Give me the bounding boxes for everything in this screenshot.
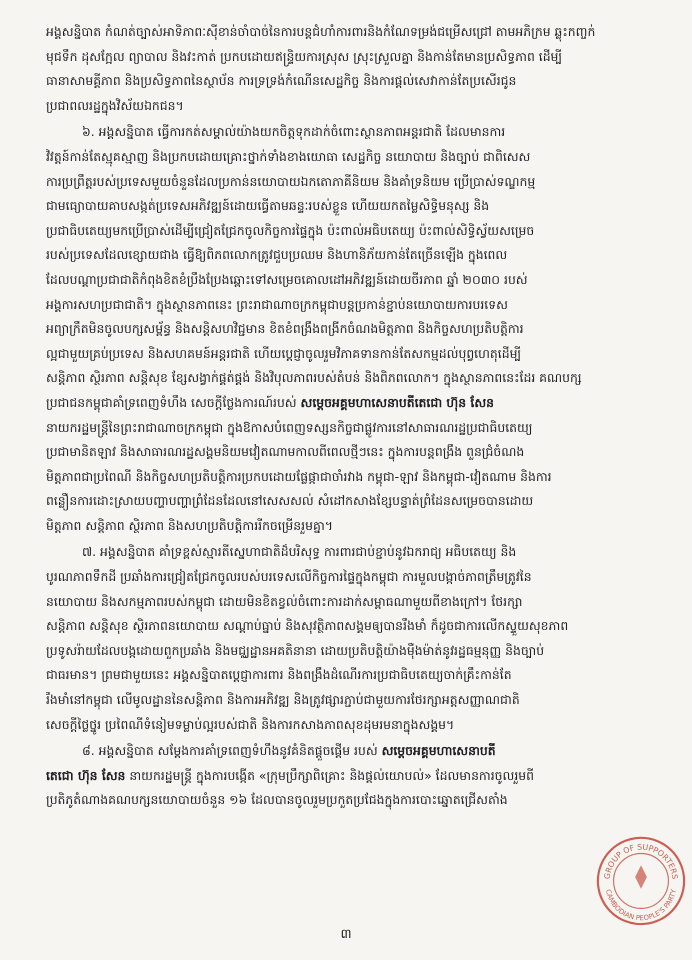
text-line-content: ប្រតិភូតំណាងគណបក្សនយោបាយចំនួន ១៦ ដែលបានចូលរួមប្រកួតប្រជែងក្នុងការបោះឆ្នោតជ្រើសតាំង [46, 792, 508, 808]
text-line [46, 663, 662, 688]
bold-name: សម្តេចអគ្គមហាសេនាបតីតេជោ ហ៊ុន សែន [300, 394, 495, 410]
text-line-content: អព្យាក្រឹតមិនចូលបក្សសម្ព័ន្ធ និងសន្តិសហវិជ្ជមាន ខិតខំពង្រឹងពង្រីកចំណងមិត្តភាព និងកិច្ចសហប្រតិបត្តិការ [46, 321, 524, 337]
text-line-content: ជាមធ្យោបាយគាបសង្កត់ប្រទេសអភិវឌ្ឍន៍ដោយធ្វើតាមឆន្ទៈរបស់ខ្លួន ហើយយកតម្លៃសិទ្ធិមនុស្ស និង [46, 198, 490, 214]
text-line-continuation: នាយករដ្ឋមន្ត្រី ក្នុងការបង្កើត «ក្រុមប្រឹក្សាពិគ្រោះ និងផ្តល់យោបល់» ដែលមានការចូលរួមពី [125, 767, 534, 783]
party-seal-stamp [592, 830, 690, 928]
text-line-content: ៨. អង្គសន្និបាត សម្តែងការគាំទ្រពេញទំហឹងនូវគំនិតផ្តួចផ្តើម របស់ [82, 743, 382, 759]
text-line-content: ប្រជាជនកម្ពុជាគាំទ្រពេញទំហឹង សេចក្តីថ្លែងការណ៍របស់ [46, 394, 301, 410]
text-line [46, 120, 662, 145]
text-line [46, 293, 662, 318]
text-line [46, 317, 662, 342]
text-line [46, 219, 662, 244]
text-line [46, 764, 662, 789]
text-line-content: ប្រជាពលរដ្ឋក្នុងវិស័យឯកជន។ [46, 97, 184, 113]
text-line [46, 465, 662, 490]
text-line [46, 614, 662, 639]
text-line [46, 145, 662, 170]
text-line-content: ជាធរមាន។ ព្រមជាមួយនេះ អង្គសន្និបាតប្តេជ្ញាការពារ និងពង្រឹងដំណើរការប្រជាធិបតេយ្យចាក់គ្រឹះកាន់តែ [46, 667, 512, 683]
bold-name: សម្តេចអគ្គមហាសេនាបតី [381, 743, 496, 759]
text-line [46, 688, 662, 713]
text-line-content: មិត្តភាពជាប្រពៃណី និងកិច្ចសហប្រតិបត្តិការប្រកបដោយផ្លែផ្កាជាចាំរវាង កម្ពុជា-ឡាវ និងកម្ពុជា-វៀតណាម និងការ [46, 468, 552, 484]
text-line [46, 489, 662, 514]
text-line [46, 739, 662, 764]
text-line [46, 194, 662, 219]
text-line-content: ការប្រព្រឹត្តរបស់ប្រទេសមួយចំនួនដែលប្រកាន់នយោបាយឯកតោភាគីនិយម និងគាំទ្រនិយម ប្រើប្រាស់ទណ្ឌកម្ម [46, 173, 536, 189]
text-line-content: មុជទឹក ដុសក្អែល ព្យាបាល និងវះកាត់ ប្រកបដោយឥន្ទ្រិយការស្រុស ស្រុះស្រួលគ្នា និងកាន់តែមានប្រសិទ្ធភាព ដើម្បី [46, 48, 563, 64]
text-line-content: របស់ប្រទេសដែលខ្សោយជាង ធ្វើឱ្យពិភពលោកត្រូវជួបប្រឈម និងហានិភ័យកាន់តែច្រើនឡើង ក្នុងពេល [46, 247, 508, 263]
text-line [46, 639, 662, 664]
text-line-content: ប្រទូសរ៉ាយដែលបង្កដោយពួកប្រឆាំង និងមជ្ឈដ្ឋានអគតិនានា ដោយប្រតិបត្តិយ៉ាងម៉ឺងម៉ាត់នូវរដ្ឋធម្មនុញ្ញ និងច្បាប់ [46, 642, 545, 658]
text-line [46, 590, 662, 615]
text-line [46, 69, 662, 94]
text-line [46, 540, 662, 565]
text-line-content: ៧. អង្គសន្និបាត គាំទ្រខ្ពស់ស្មារតីស្នេហាជាតិដ៏បរិសុទ្ធ ការពារជាប់ខ្ជាប់នូវឯករាជ្យ អធិបតេយ្យ និង [82, 544, 517, 560]
text-line-content: វិវត្តន៍កាន់តែស្មុគស្មាញ និងប្រកបដោយគ្រោះថ្នាក់ទាំងខាងយោធា សេដ្ឋកិច្ច នយោបាយ និងច្បាប់ ជាពិសេស [46, 148, 531, 164]
text-line [46, 391, 662, 416]
svg-text:CAMBODIAN PEOPLE'S PARTY: CAMBODIAN PEOPLE'S PARTY [604, 888, 678, 923]
text-line [46, 565, 662, 590]
text-line [46, 243, 662, 268]
text-line [46, 713, 662, 738]
text-line-content: អង្គការសហប្រជាជាតិ។ ក្នុងស្ថានភាពនេះ ព្រះរាជាណាចក្រកម្ពុជាបន្តប្រកាន់ខ្ជាប់នយោបាយការបរទេស [46, 296, 508, 312]
text-line-content: ល្អជាមួយគ្រប់ប្រទេស និងសហគមន៍អន្តរជាតិ ហើយប្តេជ្ញាចូលរួមវិភាគទានកាន់តែសកម្មដល់បុព្វហេតុដើម្បី [46, 345, 522, 361]
text-line [46, 45, 662, 70]
text-line-content: ពន្លឿនការដោះស្រាយបញ្ហាបញ្ហាព្រំដែនដែលនៅសេសសល់ សំដៅកសាងខ្សែបន្ទាត់ព្រំដែនសម្រេចបានដោយ [46, 493, 534, 509]
text-line-content: រឹងមាំនៅកម្ពុជា លើមូលដ្ឋាននៃសន្តិភាព និងការអភិវឌ្ឍ និងត្រូវផ្សារភ្ជាប់ជាមួយការថែរក្សាអត្តសញ្ញាណជាតិ [46, 692, 520, 708]
text-line [46, 416, 662, 441]
document-body [46, 20, 662, 813]
text-line [46, 170, 662, 195]
text-line [46, 366, 662, 391]
text-line [46, 514, 662, 539]
text-line-content: ធានាសាមគ្គីភាព និងប្រសិទ្ធភាពនៃស្ថាប័ន ការទ្រទ្រង់កំណើនសេដ្ឋកិច្ច និងការផ្តល់សេវាកាន់តែប្រសើរជូន [46, 73, 517, 89]
text-line-content: ៦. អង្គសន្និបាត ធ្វើការកត់សម្គាល់យ៉ាងយកចិត្តទុកដាក់ចំពោះស្ថានភាពអន្តរជាតិ ដែលមានការ [82, 124, 506, 140]
text-line [46, 20, 662, 45]
text-line-content: មិត្តភាព សន្តិភាព ស្ថិរភាព និងសហប្រតិបត្តិការរីកចម្រើនរួមគ្នា។ [46, 517, 333, 533]
text-line-content: សន្តិភាព សន្តិសុខ ស្ថិរភាពនយោបាយ សណ្តាប់ធ្នាប់ និងសុវត្ថិភាពសង្គមឲ្យបានរឹងមាំ ក៏ដូចជាការលើកស្ទួយសុខភាព [46, 618, 569, 634]
svg-text:GROUP OF SUPPORTERS: GROUP OF SUPPORTERS [602, 842, 680, 880]
page-number: ៣ [340, 927, 352, 942]
text-line-content: នយោបាយ និងសកម្មភាពរបស់កម្ពុជា ដោយមិនខិតខ្វល់ចំពោះការដាក់សម្ពាធណាមួយពីខាងក្រៅ។ ថែរក្សា [46, 593, 523, 609]
text-line-content: ប្រជាធិបតេយ្យមកប្រើប្រាស់ដើម្បីជ្រៀតជ្រែកចូលកិច្ចការផ្ទៃក្នុង ប៉ះពាល់អធិបតេយ្យ ប៉ះពាល់សិទ្ធិស្វ័យសម្រេច [46, 222, 535, 238]
text-line [46, 342, 662, 367]
text-line-content: បូរណភាពទឹកដី ប្រឆាំងការជ្រៀតជ្រែកចូលរបស់បរទេសលើកិច្ចការផ្ទៃក្នុងកម្ពុជា ការមួលបង្កាច់ភាពត្រឹមត្រូវនៃ [46, 569, 532, 585]
bold-name: តេជោ ហ៊ុន សែន [46, 767, 126, 783]
text-line-content: នាយករដ្ឋមន្ត្រីនៃព្រះរាជាណាចក្រកម្ពុជា ក្នុងឱកាសបំពេញទស្សនកិច្ចជាផ្លូវការនៅសាធារណរដ្ឋប្រជាធិបតេយ្យ [46, 419, 533, 435]
text-line-content: សេចក្តីថ្លៃថ្នូរ ប្រពៃណីទំនៀមទម្លាប់ល្អរបស់ជាតិ និងការកសាងភាពសុខដុមរមនាក្នុងសង្គម។ [46, 716, 455, 732]
text-line [46, 440, 662, 465]
text-line [46, 268, 662, 293]
text-line [46, 94, 662, 119]
text-line [46, 788, 662, 813]
text-line-content: ប្រជាមានិតឡាវ និងសាធារណរដ្ឋសង្គមនិយមវៀតណាមកាលពីពេលថ្មីៗនេះ ក្នុងការបន្តពង្រឹង ពួនជ្រំចំណង [46, 444, 525, 460]
text-line-content: សន្តិភាព ស្ថិរភាព សន្តិសុខ ខ្សែសង្វាក់ផ្គត់ផ្គង់ និងវិបុលភាពរបស់តំបន់ និងពិភពលោក។ ក្នុងស្ថានភាពនេះដែរ គណបក្ស [46, 370, 582, 386]
text-line-content: អង្គសន្និបាត កំណត់ច្បាស់អាទិភាពៈស៊ីខាន់ចាំបាច់នៃការបន្តជំហាំការពារនិងកំណែទម្រង់ជម្រើសជ្រៅ តាមអភិក្រម ឆ្លុះកញ្ចក់ [46, 24, 596, 39]
text-line-content: ដែលបណ្តាប្រជាជាតិកំពុងខិតខំប្រឹងប្រែងឆ្ពោះទៅសម្រេចគោលដៅអភិវឌ្ឍន៍ដោយចីរភាព ឆ្នាំ ២០៣០ របស់ [46, 271, 528, 287]
